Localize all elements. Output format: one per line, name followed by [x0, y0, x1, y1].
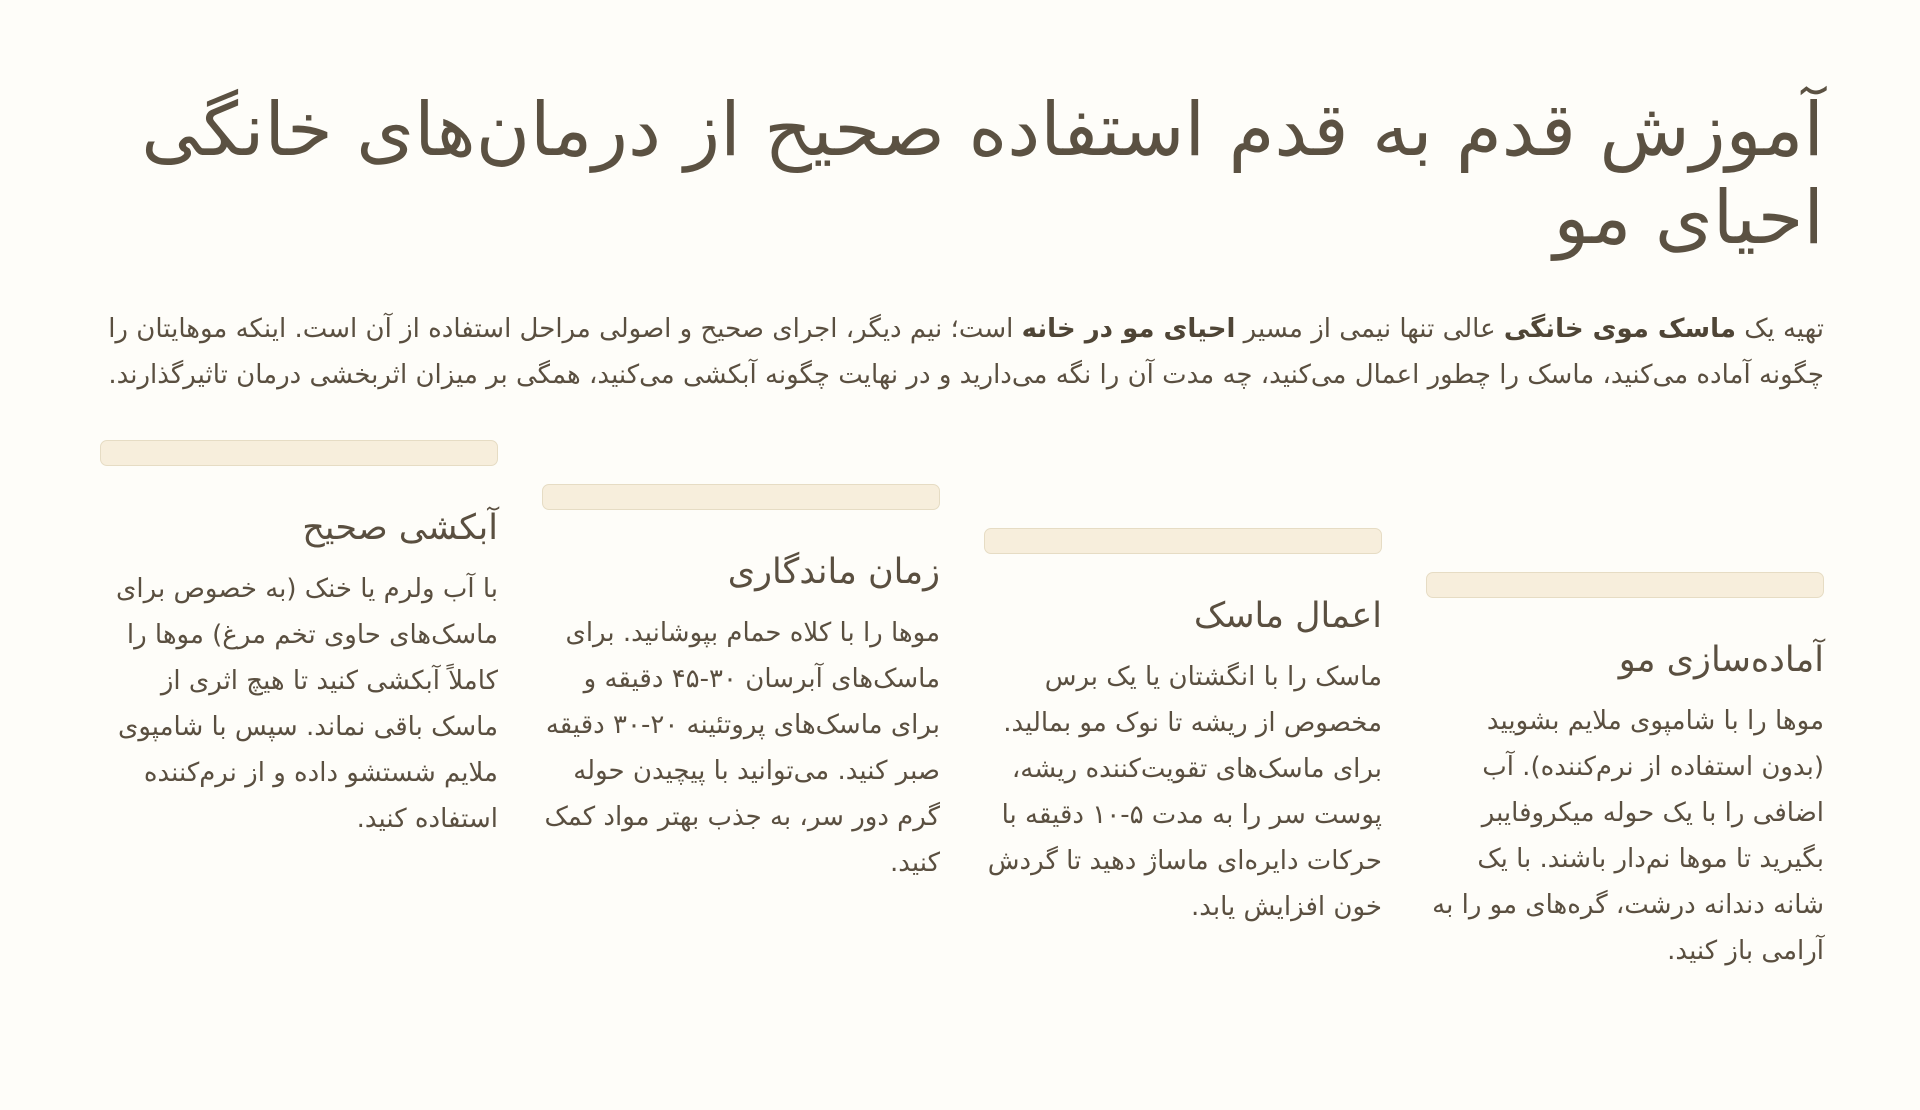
step-decorative-bar	[542, 484, 940, 510]
intro-text-2: عالی تنها نیمی از مسیر	[1235, 314, 1504, 344]
intro-paragraph	[100, 306, 1824, 398]
step-card-rinsing	[100, 440, 498, 842]
step-title: آماده‌سازی مو	[1618, 640, 1824, 680]
intro-bold-hair-mask: ماسک موی خانگی	[1503, 314, 1736, 344]
steps-section	[100, 438, 1824, 998]
page-title: آموزش قدم به قدم استفاده صحیح از درمان‌های خانگی احیای مو	[141, 87, 1824, 261]
step-title: زمان ماندگاری	[727, 552, 940, 592]
step-text: با آب ولرم یا خنک (به خصوص برای ماسک‌های حاوی تخم مرغ) موها را کاملاً آبکشی کنید تا هیچ اثری از ماسک باقی نماند. سپس با شامپوی ملایم شستشو داده و از نرم‌کننده استفاده کنید.	[116, 574, 498, 834]
step-title: اعمال ماسک	[1193, 596, 1382, 636]
step-text: موها را با شامپوی ملایم بشویید (بدون استفاده از نرم‌کننده). آب اضافی را با یک حوله میکروفایبر بگیرید تا موها نم‌دار باشند. با یک شانه دندانه درشت، گره‌های مو را به آرامی باز کنید.	[1432, 706, 1824, 966]
intro-text-1: تهیه یک	[1735, 314, 1824, 344]
step-decorative-bar	[100, 440, 498, 466]
step-decorative-bar	[984, 528, 1382, 554]
step-title: آبکشی صحیح	[302, 508, 498, 548]
step-decorative-bar	[1426, 572, 1824, 598]
intro-text-3: است؛ نیم دیگر، اجرای صحیح و اصولی مراحل استفاده از آن است. اینکه موهایتان را چگونه آماده می‌کنید، ماسک را چطور اعمال می‌کنید، چه مدت آن را نگه می‌دارید و در نهایت چگونه آبکشی می‌کنید، همگی بر میزان اثربخشی درمان تاثیرگذارند.	[108, 314, 1824, 390]
step-card-duration	[542, 484, 940, 886]
step-card-application	[984, 528, 1382, 930]
step-text: ماسک را با انگشتان یا یک برس مخصوص از ریشه تا نوک مو بمالید. برای ماسک‌های تقویت‌کننده ریشه، پوست سر را به مدت ۵-۱۰ دقیقه با حرکات دایره‌ای ماساژ دهید تا گردش خون افزایش یابد.	[987, 662, 1382, 922]
step-card-preparation	[1426, 572, 1824, 974]
step-text: موها را با کلاه حمام بپوشانید. برای ماسک‌های آبرسان ۳۰-۴۵ دقیقه و برای ماسک‌های پروتئینه ۲۰-۳۰ دقیقه صبر کنید. می‌توانید با پیچیدن حوله گرم دور سر، به جذب بهتر مواد کمک کنید.	[544, 618, 940, 878]
intro-bold-hair-revival: احیای مو در خانه	[1021, 314, 1236, 344]
